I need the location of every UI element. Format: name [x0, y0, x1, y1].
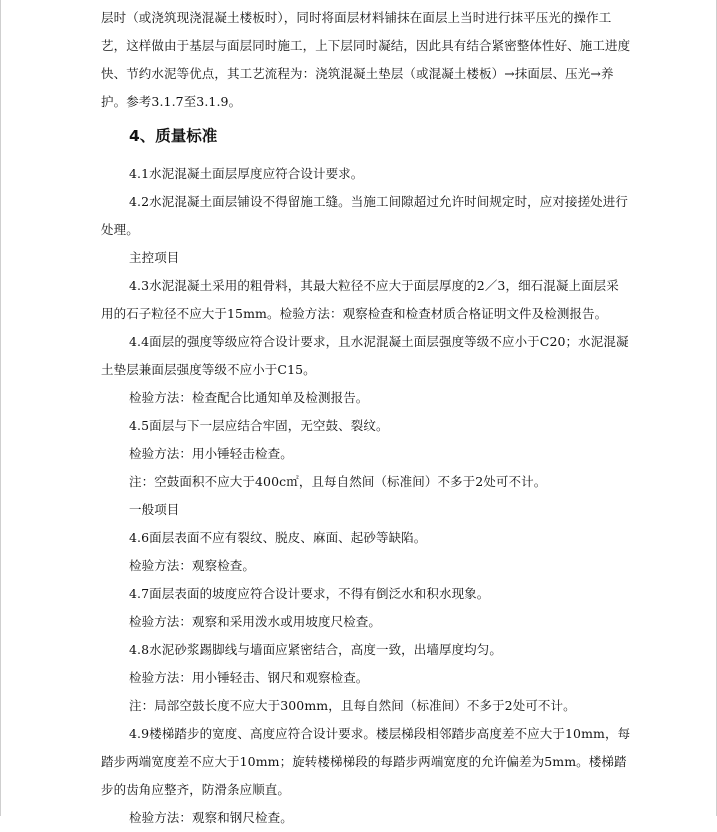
intro-paragraph: 层时（或浇筑现浇混凝土楼板时），同时将面层材料铺抹在面层上当时进行抹平压光的操作工艺，这样做由于基层与面层同时施工，上下层同时凝结，因此具有结合紧密整体性好、施工进度快、节约水泥等优点，其工艺流程为：浇筑混凝土垫层（或混凝土楼板）→抹面层、压光→养护。参考3.1.7至3.1.9。 [101, 10, 631, 109]
inspection-method-4-9: 检验方法：观察和钢尺检查。 [129, 810, 293, 825]
paragraph-4-3: 4.3水泥混凝土采用的粗骨料，其最大粒径不应大于面层厚度的2／3，细石混凝上面层采用的石子粒径不应大于15mm。检验方法：观察检查和检查材质合格证明文件及检测报告。 [101, 278, 619, 321]
section-heading: 4、质量标准 [129, 127, 218, 145]
inspection-method-4-7: 检验方法：观察和采用泼水或用坡度尺检查。 [129, 614, 382, 629]
paragraph-4-4: 4.4面层的强度等级应符合设计要求，且水泥混凝土面层强度等级不应小于C20；水泥混凝土垫层兼面层强度等级不应小于C15。 [101, 334, 629, 377]
paragraph-4-6: 4.6面层表面不应有裂纹、脱皮、麻面、起砂等缺陷。 [129, 530, 427, 545]
subheading-main-items: 主控项目 [129, 250, 180, 265]
note-4-5: 注：空鼓面积不应大于400c㎡，且每自然间（标准间）不多于2处可不计。 [129, 474, 547, 489]
paragraph-4-1: 4.1水泥混凝土面层厚度应符合设计要求。 [129, 166, 364, 181]
subheading-general-items: 一般项目 [129, 502, 180, 517]
inspection-method-4-4: 检验方法：检查配合比通知单及检测报告。 [129, 390, 369, 405]
paragraph-4-9: 4.9楼梯踏步的宽度、高度应符合设计要求。楼层梯段相邻踏步高度差不应大于10mm，每踏步两端宽度差不应大于10mm；旋转楼梯梯段的每踏步两端宽度的允许偏差为5mm。楼梯踏步的齿角应整齐，防滑条应顺直。 [101, 726, 631, 797]
inspection-method-4-6: 检验方法：观察检查。 [129, 558, 256, 573]
inspection-method-4-5: 检验方法：用小锤轻击检查。 [129, 446, 293, 461]
document-body [101, 4, 631, 832]
paragraph-4-5: 4.5面层与下一层应结合牢固，无空鼓、裂纹。 [129, 418, 389, 433]
paragraph-4-2: 4.2水泥混凝土面层铺设不得留施工缝。当施工间隙超过允许时间规定时，应对接搓处进行处理。 [101, 194, 628, 237]
note-4-8: 注：局部空鼓长度不应大于300mm，且每自然间（标准间）不多于2处可不计。 [129, 698, 576, 713]
paragraph-4-8: 4.8水泥砂浆踢脚线与墙面应紧密结合，高度一致，出墙厚度均匀。 [129, 642, 502, 657]
inspection-method-4-8: 检验方法：用小锤轻击、钢尺和观察检查。 [129, 670, 369, 685]
paragraph-4-7: 4.7面层表面的坡度应符合设计要求，不得有倒泛水和积水现象。 [129, 586, 490, 601]
